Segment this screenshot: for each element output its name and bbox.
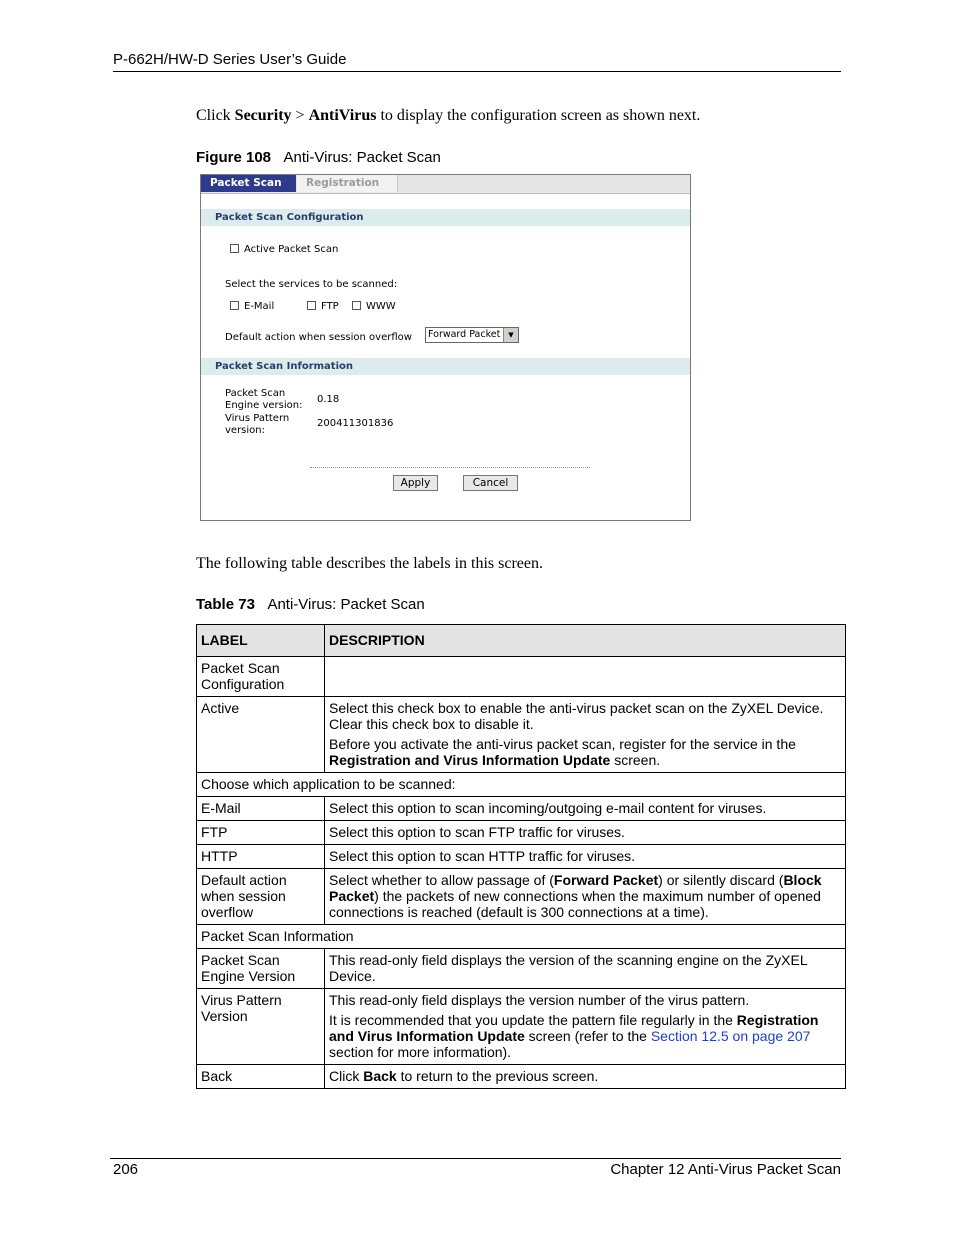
chevron-down-icon[interactable]: ▼ — [503, 328, 518, 342]
table-caption: Table 73 Anti-Virus: Packet Scan — [196, 596, 425, 613]
row-label: Packet Scan Engine Version — [197, 949, 325, 989]
section-link[interactable]: Section 12.5 on page 207 — [650, 1028, 811, 1044]
active-packet-scan-label: Active Packet Scan — [244, 244, 339, 255]
table-row — [197, 821, 846, 845]
overflow-selected-value: Forward Packet — [428, 329, 501, 340]
row-description: This read-only field displays the version number of the virus pattern. It is recommended that you update the pattern file regularly in the Registration and Virus Information Update screen (refer to the Section 12.5 on page 207 section for more information). — [325, 989, 846, 1065]
engine-version-value: 0.18 — [317, 394, 340, 405]
row-label: FTP — [197, 821, 325, 845]
row-label: Virus Pattern Version — [197, 989, 325, 1065]
www-checkbox[interactable] — [352, 301, 361, 310]
table-row — [197, 989, 846, 1065]
ftp-label: FTP — [321, 301, 339, 312]
intro-paragraph: Click Security > AntiVirus to display the configuration screen as shown next. — [196, 107, 701, 124]
tab-bar — [201, 175, 690, 194]
pattern-version-label-2: version: — [225, 425, 265, 436]
email-label: E-Mail — [244, 301, 275, 312]
header-rule — [113, 71, 841, 72]
engine-version-label-1: Packet Scan — [225, 388, 286, 399]
figure-caption: Figure 108 Anti-Virus: Packet Scan — [196, 149, 441, 166]
row-description: Select this check box to enable the anti-virus packet scan on the ZyXEL Device. Clear this check box to disable it. Before you activate the anti-virus packet scan, register for the service in the Registration and Virus Information Update screen. — [325, 697, 846, 773]
running-header: P-662H/HW-D Series User’s Guide — [113, 51, 347, 68]
tab-registration[interactable]: Registration — [297, 175, 398, 192]
ftp-checkbox[interactable] — [307, 301, 316, 310]
row-label: Back — [197, 1065, 325, 1089]
section-info-header: Packet Scan Information — [201, 358, 690, 375]
table-row — [197, 845, 846, 869]
table-row — [197, 773, 846, 797]
table-row — [197, 869, 846, 925]
row-description: Select this option to scan HTTP traffic for viruses. — [325, 845, 846, 869]
email-checkbox[interactable] — [230, 301, 239, 310]
row-span-label: Choose which application to be scanned: — [197, 773, 846, 797]
header-description: DESCRIPTION — [325, 625, 846, 657]
intro-security: Security — [234, 107, 292, 124]
label-description-table — [196, 624, 846, 1089]
www-label: WWW — [366, 301, 396, 312]
row-label: HTTP — [197, 845, 325, 869]
table-row — [197, 925, 846, 949]
row-description: Select this option to scan incoming/outgoing e-mail content for viruses. — [325, 797, 846, 821]
pattern-version-value: 200411301836 — [317, 418, 394, 429]
table-row — [197, 1065, 846, 1089]
row-label: E-Mail — [197, 797, 325, 821]
packet-scan-screenshot — [200, 174, 691, 521]
page-number: 206 — [113, 1161, 139, 1178]
table-row — [197, 697, 846, 773]
pattern-version-label-1: Virus Pattern — [225, 413, 290, 424]
row-label: Default action when session overflow — [197, 869, 325, 925]
dotted-divider — [310, 467, 590, 468]
overflow-label: Default action when session overflow — [225, 332, 412, 343]
table-row — [197, 949, 846, 989]
row-description: This read-only field displays the version of the scanning engine on the ZyXEL Device. — [325, 949, 846, 989]
row-description: Click Back to return to the previous screen. — [325, 1065, 846, 1089]
tab-packet-scan[interactable]: Packet Scan — [201, 175, 296, 192]
row-span-label: Packet Scan Information — [197, 925, 846, 949]
row-label: Packet Scan Configuration — [197, 657, 325, 697]
section-config-header: Packet Scan Configuration — [201, 209, 690, 226]
row-label: Active — [197, 697, 325, 773]
apply-button[interactable]: Apply — [393, 475, 438, 491]
intro-antivirus: AntiVirus — [308, 107, 377, 124]
services-prompt: Select the services to be scanned: — [225, 279, 398, 290]
table-header-row — [197, 625, 846, 657]
row-description: Select whether to allow passage of (Forward Packet) or silently discard (Block Packet) the packets of new connections when the maximum number of opened connections is reached (default is 300 connections at a time). — [325, 869, 846, 925]
row-description: Select this option to scan FTP traffic for viruses. — [325, 821, 846, 845]
table-intro-paragraph: The following table describes the labels in this screen. — [196, 555, 544, 572]
table-row — [197, 797, 846, 821]
table-row — [197, 657, 846, 697]
cancel-button[interactable]: Cancel — [463, 475, 518, 491]
row-description — [325, 657, 846, 697]
overflow-action-select[interactable] — [425, 327, 519, 343]
active-packet-scan-checkbox[interactable] — [230, 244, 239, 253]
engine-version-label-2: Engine version: — [225, 400, 303, 411]
chapter-title: Chapter 12 Anti-Virus Packet Scan — [610, 1161, 841, 1178]
footer-rule — [110, 1158, 841, 1159]
header-label: LABEL — [197, 625, 325, 657]
